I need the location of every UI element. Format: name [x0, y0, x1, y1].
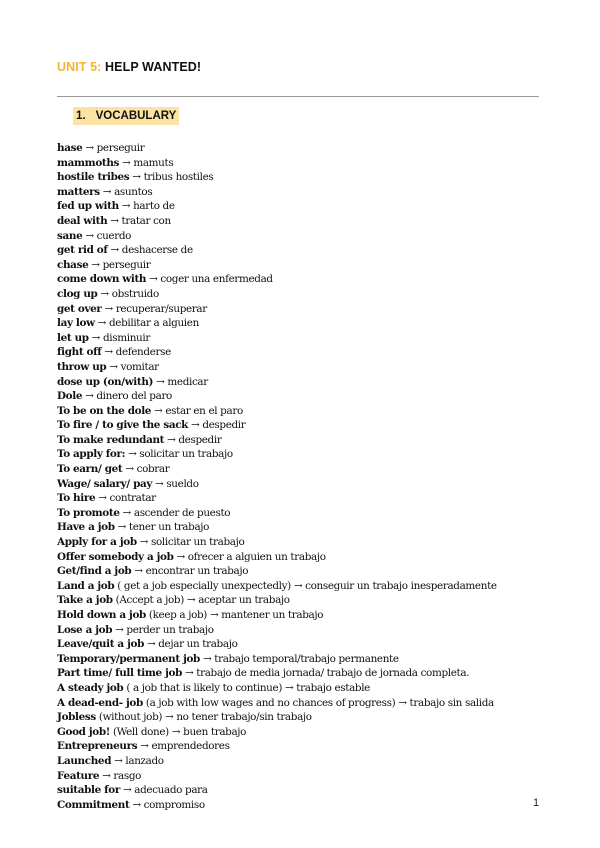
vocab-term: Have a job — [57, 521, 115, 534]
vocab-note: ( a job that is likely to continue) — [126, 681, 283, 694]
vocab-item — [57, 404, 557, 419]
vocab-item — [57, 623, 557, 638]
vocab-item — [57, 506, 557, 521]
unit-title — [57, 60, 201, 74]
vocab-item — [57, 637, 557, 652]
vocab-item — [57, 360, 557, 375]
vocab-term: fight off — [57, 346, 102, 359]
vocab-term: mammoths — [57, 156, 120, 169]
vocab-term: Wage/ salary/ pay — [57, 477, 153, 490]
arrow-icon: → — [209, 609, 219, 621]
vocab-translation: dinero del paro — [96, 390, 172, 403]
vocab-term: A steady job — [57, 681, 124, 694]
arrow-icon: → — [122, 506, 131, 519]
vocab-item — [57, 141, 557, 156]
vocab-item — [57, 593, 557, 608]
vocab-term: Offer somebody a job — [57, 550, 174, 563]
vocab-term: To promote — [57, 506, 120, 519]
arrow-icon: → — [184, 667, 194, 680]
vocab-translation: dejar un trabajo — [158, 638, 238, 651]
arrow-icon: → — [293, 579, 303, 592]
arrow-icon: → — [155, 477, 164, 490]
vocab-note: (Well done) — [112, 725, 169, 738]
vocab-term: matters — [57, 185, 100, 198]
vocab-item — [57, 170, 557, 185]
vocabulary-list — [57, 141, 557, 812]
vocab-translation: compromiso — [143, 798, 205, 811]
vocab-translation: conseguir un trabajo inesperadamente — [305, 579, 497, 592]
arrow-icon: → — [202, 652, 212, 665]
vocab-term: Get/find a job — [57, 565, 132, 578]
section-heading-vocabulary — [73, 107, 179, 125]
arrow-icon: → — [167, 433, 176, 446]
arrow-icon: → — [146, 638, 156, 651]
vocab-translation: no tener trabajo/sin trabajo — [176, 711, 312, 724]
vocab-translation: solicitar un trabajo — [151, 536, 245, 549]
vocab-translation: debilitar a alguien — [108, 317, 199, 330]
arrow-icon: → — [110, 244, 119, 257]
vocab-item — [57, 272, 557, 287]
vocab-translation: contratar — [109, 492, 156, 505]
arrow-icon: → — [132, 171, 141, 184]
vocab-term: get over — [57, 302, 102, 315]
vocab-term: Launched — [57, 754, 112, 767]
vocab-item — [57, 520, 557, 535]
arrow-icon: → — [100, 287, 109, 300]
section-number: 1. — [76, 110, 86, 122]
vocab-translation: sueldo — [166, 477, 199, 490]
page-number: 1 — [533, 797, 540, 809]
vocab-translation: mantener un trabajo — [221, 609, 324, 621]
vocab-translation: harto de — [133, 200, 175, 213]
vocab-term: get rid of — [57, 244, 108, 257]
vocab-item — [57, 375, 557, 390]
arrow-icon: → — [186, 594, 196, 607]
vocab-term: throw up — [57, 360, 107, 373]
vocab-translation: adecuado para — [134, 784, 208, 797]
vocab-term: Jobless — [57, 711, 96, 724]
arrow-icon: → — [140, 740, 149, 753]
vocab-translation: obstruido — [111, 287, 159, 300]
vocab-term: hase — [57, 142, 83, 154]
vocab-term: clog up — [57, 287, 98, 300]
vocab-translation: rasgo — [113, 769, 142, 782]
vocab-term: Hold down a job — [57, 609, 146, 621]
vocab-term: suitable for — [57, 784, 120, 797]
vocab-item — [57, 185, 557, 200]
vocab-term: Land a job — [57, 579, 115, 592]
unit-number: UNIT 5: — [57, 60, 102, 74]
unit-name: HELP WANTED! — [105, 60, 202, 74]
vocab-term: Dole — [57, 390, 83, 403]
vocab-translation: mamuts — [133, 156, 174, 169]
vocab-item — [57, 258, 557, 273]
vocab-translation: solicitar un trabajo — [139, 448, 233, 461]
arrow-icon: → — [149, 273, 158, 286]
arrow-icon: → — [165, 711, 174, 724]
vocab-item — [57, 229, 557, 244]
arrow-icon: → — [91, 331, 101, 344]
vocab-translation: cuerdo — [96, 229, 132, 242]
arrow-icon: → — [115, 623, 124, 636]
vocab-item — [57, 710, 557, 725]
vocab-note: (without job) — [98, 711, 163, 724]
section-title: VOCABULARY — [95, 110, 177, 122]
vocab-item — [57, 739, 557, 754]
vocab-item — [57, 316, 557, 331]
vocab-term: Leave/quit a job — [57, 638, 144, 651]
vocab-item — [57, 462, 557, 477]
vocab-term: come down with — [57, 273, 147, 286]
vocab-term: fed up with — [57, 200, 119, 213]
vocab-item — [57, 696, 557, 711]
vocab-note: (a job with low wages and no chances of progress) — [145, 696, 396, 709]
arrow-icon: → — [114, 754, 123, 767]
vocab-term: chase — [57, 258, 89, 271]
vocab-translation: perseguir — [96, 142, 145, 154]
vocab-term: lay low — [57, 317, 95, 330]
vocab-translation: asuntos — [114, 185, 153, 198]
vocab-translation: tener un trabajo — [128, 521, 210, 534]
vocab-term: Entrepreneurs — [57, 740, 138, 753]
arrow-icon: → — [110, 214, 119, 227]
vocab-term: Temporary/permanent job — [57, 652, 200, 665]
vocab-translation: buen trabajo — [183, 725, 247, 738]
vocab-term: Good job! — [57, 725, 110, 738]
vocab-translation: cobrar — [136, 463, 170, 476]
vocab-translation: despedir — [178, 433, 222, 446]
arrow-icon: → — [97, 317, 107, 330]
vocab-translation: perder un trabajo — [126, 623, 214, 636]
vocab-item — [57, 769, 557, 784]
vocab-item — [57, 725, 557, 740]
vocab-translation: medicar — [167, 375, 208, 388]
arrow-icon: → — [104, 302, 113, 315]
vocab-item — [57, 243, 557, 258]
arrow-icon: → — [121, 200, 131, 213]
vocab-item — [57, 754, 557, 769]
vocab-item — [57, 535, 557, 550]
arrow-icon: → — [132, 798, 141, 811]
vocab-translation: perseguir — [102, 258, 151, 271]
arrow-icon: → — [171, 725, 181, 738]
vocab-translation: despedir — [202, 419, 246, 432]
arrow-icon: → — [91, 258, 100, 271]
vocab-translation: trabajo de media jornada/ trabajo de jornada completa. — [196, 667, 470, 680]
vocab-translation: trabajo temporal/trabajo permanente — [214, 652, 399, 665]
vocab-translation: disminuir — [102, 331, 150, 344]
vocab-item — [57, 608, 557, 623]
vocab-term: To make redundant — [57, 433, 165, 446]
vocab-item — [57, 666, 557, 681]
vocab-translation: emprendedores — [151, 740, 230, 753]
vocab-translation: trabajo sin salida — [409, 696, 494, 709]
arrow-icon: → — [191, 419, 200, 432]
vocab-item — [57, 345, 557, 360]
vocab-term: dose up (on/with) — [57, 375, 154, 388]
vocab-translation: tribus hostiles — [143, 171, 214, 184]
vocab-translation: recuperar/superar — [115, 302, 207, 315]
vocab-item — [57, 199, 557, 214]
vocab-term: Commitment — [57, 798, 130, 811]
vocab-item — [57, 798, 557, 813]
vocab-item — [57, 287, 557, 302]
vocab-translation: estar en el paro — [165, 404, 243, 417]
vocab-note: ( get a job especially unexpectedly) — [117, 579, 291, 592]
vocab-translation: coger una enfermedad — [160, 273, 273, 286]
arrow-icon: → — [98, 492, 107, 505]
vocab-term: To earn/ get — [57, 463, 123, 476]
arrow-icon: → — [398, 696, 407, 709]
vocab-term: To fire / to give the sack — [57, 419, 189, 432]
vocab-note: (Accept a job) — [115, 594, 184, 607]
vocab-term: To be on the dole — [57, 404, 152, 417]
vocab-item — [57, 564, 557, 579]
arrow-icon: → — [154, 404, 163, 417]
vocab-translation: trabajo estable — [296, 681, 370, 694]
arrow-icon: → — [122, 784, 132, 797]
arrow-icon: → — [125, 463, 134, 476]
vocab-term: hostile tribes — [57, 171, 130, 184]
arrow-icon: → — [122, 156, 131, 169]
vocab-translation: deshacerse de — [121, 244, 193, 257]
vocab-item — [57, 156, 557, 171]
vocab-item — [57, 652, 557, 667]
arrow-icon: → — [134, 565, 143, 578]
arrow-icon: → — [117, 521, 126, 534]
vocab-term: sane — [57, 229, 83, 242]
vocab-translation: defenderse — [115, 346, 171, 359]
vocab-translation: tratar con — [121, 214, 171, 227]
vocab-item — [57, 491, 557, 506]
arrow-icon: → — [176, 550, 185, 563]
vocab-item — [57, 302, 557, 317]
vocab-term: Part time/ full time job — [57, 667, 182, 680]
vocab-translation: lanzado — [125, 754, 164, 767]
vocab-term: To apply for: — [57, 448, 126, 461]
arrow-icon: → — [102, 769, 111, 782]
vocab-translation: aceptar un trabajo — [198, 594, 290, 607]
vocab-item — [57, 783, 557, 798]
arrow-icon: → — [284, 681, 294, 694]
vocab-item — [57, 550, 557, 565]
vocab-term: To hire — [57, 492, 96, 505]
vocab-term: Lose a job — [57, 623, 113, 636]
header-divider — [57, 96, 539, 97]
vocab-term: Apply for a job — [57, 536, 137, 549]
arrow-icon: → — [128, 448, 137, 461]
vocab-item — [57, 418, 557, 433]
vocab-item — [57, 477, 557, 492]
vocab-item — [57, 433, 557, 448]
vocab-translation: encontrar un trabajo — [145, 565, 249, 578]
vocab-item — [57, 331, 557, 346]
vocab-note: (keep a job) — [148, 609, 207, 621]
vocab-translation: vomitar — [120, 360, 159, 373]
arrow-icon: → — [85, 229, 94, 242]
arrow-icon: → — [102, 185, 112, 198]
arrow-icon: → — [104, 346, 113, 359]
arrow-icon: → — [85, 390, 94, 403]
arrow-icon: → — [139, 536, 149, 549]
vocab-term: deal with — [57, 214, 108, 227]
vocab-term: Feature — [57, 769, 100, 782]
arrow-icon: → — [85, 142, 94, 154]
vocab-item — [57, 681, 557, 696]
vocab-translation: ofrecer a alguien un trabajo — [187, 550, 326, 563]
vocab-term: A dead-end- job — [57, 696, 143, 709]
arrow-icon: → — [156, 375, 165, 388]
arrow-icon: → — [109, 360, 118, 373]
vocab-item — [57, 447, 557, 462]
vocab-item — [57, 214, 557, 229]
vocab-term: Take a job — [57, 594, 113, 607]
vocab-translation: ascender de puesto — [133, 506, 231, 519]
vocab-item — [57, 579, 557, 594]
vocab-term: let up — [57, 331, 89, 344]
vocab-item — [57, 389, 557, 404]
